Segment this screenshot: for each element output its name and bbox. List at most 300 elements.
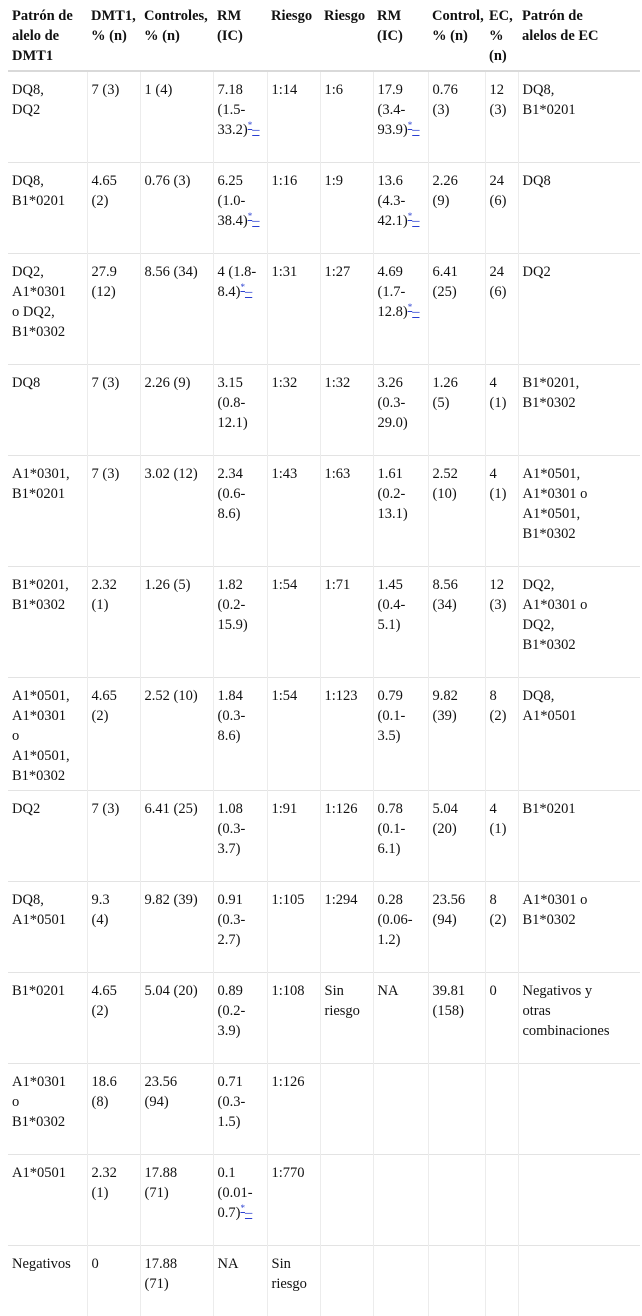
table-cell: [213, 678, 267, 791]
cell-value: 93.9): [378, 122, 408, 138]
table-cell: [8, 163, 87, 254]
column-header: [140, 4, 213, 71]
cell-value: 4: [490, 466, 497, 482]
cell-text: [12, 464, 84, 484]
table-cell: [8, 882, 87, 973]
table-cell: [213, 254, 267, 365]
cell-text: [12, 302, 84, 322]
cell-text: [272, 1274, 317, 1294]
cell-text: [218, 595, 264, 615]
cell-value: A1*0301 o: [523, 486, 588, 502]
cell-value: 0.76 (3): [145, 173, 191, 189]
cell-value: 17.88: [145, 1256, 178, 1272]
cell-text: [218, 120, 264, 140]
cell-value: Sin: [272, 1256, 291, 1272]
cell-text: [378, 171, 425, 191]
cell-text: [523, 80, 638, 100]
footnote-dash: –: [252, 122, 259, 138]
cell-text: [433, 575, 482, 595]
cell-text: [145, 1163, 210, 1183]
cell-value: A1*0301: [12, 708, 66, 724]
cell-value: 5.04 (20): [145, 983, 198, 999]
cell-value: (2): [490, 912, 507, 928]
cell-text: [92, 981, 137, 1001]
cell-text: [12, 484, 84, 504]
table-cell: [87, 1155, 140, 1246]
cell-value: 6.41 (25): [145, 801, 198, 817]
table-cell: [267, 163, 320, 254]
cell-value: DQ8: [523, 173, 551, 189]
cell-value: 9.82 (39): [145, 892, 198, 908]
cell-text: [92, 1163, 137, 1183]
cell-value: (34): [433, 597, 457, 613]
table-cell: [428, 71, 485, 163]
cell-text: [378, 484, 425, 504]
table-row: [8, 71, 640, 163]
footnote-marker-link[interactable]: *: [408, 120, 413, 130]
cell-value: 2.32: [92, 577, 117, 593]
table-row: [8, 882, 640, 973]
cell-value: 0.28: [378, 892, 403, 908]
cell-value: (0.4-: [378, 597, 406, 613]
footnote-marker-link[interactable]: *: [408, 302, 413, 312]
table-cell: [87, 882, 140, 973]
table-cell: [267, 1155, 320, 1246]
cell-value: 1:6: [325, 82, 344, 98]
table-cell: [320, 1155, 373, 1246]
cell-value: 0.79: [378, 688, 403, 704]
table-cell: [213, 1064, 267, 1155]
column-header: [87, 4, 140, 71]
column-header-line: (n): [489, 46, 515, 66]
cell-text: [378, 282, 425, 302]
table-cell: [140, 1246, 213, 1316]
cell-text: [523, 910, 638, 930]
table-cell: [518, 567, 640, 678]
cell-value: 15.9): [218, 617, 248, 633]
cell-value: A1*0301: [12, 1074, 66, 1090]
cell-text: [433, 1001, 482, 1021]
footnote-marker-link[interactable]: *: [240, 1203, 245, 1213]
column-header-line: RM: [377, 6, 425, 26]
cell-text: [433, 910, 482, 930]
cell-value: A1*0501,: [523, 466, 581, 482]
cell-text: [490, 890, 515, 910]
table-cell: [485, 1246, 518, 1316]
cell-value: 1:32: [325, 375, 351, 391]
cell-value: (0.2-: [218, 1003, 246, 1019]
table-cell: [373, 71, 428, 163]
cell-value: 3.02 (12): [145, 466, 198, 482]
table-cell: [485, 882, 518, 973]
cell-text: [523, 706, 638, 726]
table-cell: [140, 365, 213, 456]
cell-text: [325, 575, 370, 595]
cell-value: 0: [92, 1256, 99, 1272]
cell-value: DQ2,: [523, 577, 555, 593]
cell-text: [272, 981, 317, 1001]
cell-text: [433, 686, 482, 706]
table-cell: [267, 882, 320, 973]
cell-text: [12, 706, 84, 726]
table-cell: [428, 973, 485, 1064]
cell-text: [218, 1163, 264, 1183]
table-cell: [485, 1064, 518, 1155]
table-cell: [87, 973, 140, 1064]
column-header-line: RM: [217, 6, 264, 26]
cell-text: [433, 282, 482, 302]
cell-value: B1*0302: [523, 395, 576, 411]
cell-value: (1.0-: [218, 193, 246, 209]
table-cell: [140, 1064, 213, 1155]
cell-text: [218, 171, 264, 191]
footnote-marker-link[interactable]: *: [408, 211, 413, 221]
table-cell: [140, 882, 213, 973]
cell-text: [433, 191, 482, 211]
cell-text: [12, 80, 84, 100]
cell-text: [325, 890, 370, 910]
table-cell: [373, 1064, 428, 1155]
cell-text: [378, 191, 425, 211]
cell-value: 6.25: [218, 173, 243, 189]
cell-value: B1*0302: [12, 768, 65, 784]
cell-text: [378, 504, 425, 524]
cell-value: 1.26 (5): [145, 577, 191, 593]
cell-text: [325, 799, 370, 819]
cell-text: [92, 575, 137, 595]
table-cell: [373, 791, 428, 882]
cell-value: B1*0201: [523, 801, 576, 817]
cell-text: [378, 890, 425, 910]
cell-text: [378, 413, 425, 433]
table-cell: [485, 678, 518, 791]
cell-value: 12: [490, 82, 505, 98]
table-cell: [518, 678, 640, 791]
cell-value: (3.4-: [378, 102, 406, 118]
cell-value: 0.89: [218, 983, 243, 999]
cell-value: 3.26: [378, 375, 403, 391]
cell-text: [523, 393, 638, 413]
header-row: [8, 4, 640, 71]
table-cell: [87, 456, 140, 567]
table-cell: [485, 365, 518, 456]
cell-text: [12, 322, 84, 342]
cell-value: (0.2-: [218, 597, 246, 613]
cell-text: [378, 930, 425, 950]
cell-value: 1.2): [378, 932, 401, 948]
cell-text: [92, 706, 137, 726]
cell-text: [218, 839, 264, 859]
cell-text: [490, 799, 515, 819]
cell-text: [218, 373, 264, 393]
cell-text: [218, 504, 264, 524]
table-cell: [267, 791, 320, 882]
cell-value: A1*0301,: [12, 466, 70, 482]
column-header-line: EC,: [489, 6, 515, 26]
table-cell: [373, 1246, 428, 1316]
table-cell: [428, 882, 485, 973]
cell-value: 7 (3): [92, 801, 120, 817]
cell-text: [218, 393, 264, 413]
cell-text: [433, 706, 482, 726]
cell-text: [218, 890, 264, 910]
table-cell: [8, 973, 87, 1064]
cell-value: Negativos: [12, 1256, 71, 1272]
table-cell: [485, 456, 518, 567]
footnote-dash: –: [252, 213, 259, 229]
cell-value: (71): [145, 1185, 169, 1201]
cell-value: (10): [433, 486, 457, 502]
cell-value: DQ8,: [12, 173, 44, 189]
cell-value: 2.26 (9): [145, 375, 191, 391]
cell-value: 8.56 (34): [145, 264, 198, 280]
cell-text: [272, 262, 317, 282]
column-header: [8, 4, 87, 71]
cell-value: 13.1): [378, 506, 408, 522]
table-cell: [8, 1155, 87, 1246]
table-cell: [8, 71, 87, 163]
cell-text: [92, 1092, 137, 1112]
cell-text: [12, 100, 84, 120]
cell-value: riesgo: [272, 1276, 307, 1292]
cell-text: [433, 171, 482, 191]
cell-text: [378, 302, 425, 322]
footnote-marker-link[interactable]: *: [248, 211, 253, 221]
cell-text: [92, 191, 137, 211]
cell-text: [272, 686, 317, 706]
cell-value: 0.7): [218, 1205, 241, 1221]
cell-value: 1:294: [325, 892, 358, 908]
cell-text: [145, 1254, 210, 1274]
cell-value: 3.15: [218, 375, 243, 391]
cell-text: [218, 1092, 264, 1112]
cell-text: [92, 373, 137, 393]
cell-text: [12, 191, 84, 211]
cell-value: (3): [490, 597, 507, 613]
table-cell: [87, 791, 140, 882]
cell-text: [490, 282, 515, 302]
cell-text: [145, 171, 210, 191]
cell-value: 33.2): [218, 122, 248, 138]
table-cell: [140, 71, 213, 163]
cell-text: [378, 726, 425, 746]
cell-text: [490, 819, 515, 839]
cell-text: [490, 484, 515, 504]
cell-value: 2.26: [433, 173, 458, 189]
cell-text: [272, 890, 317, 910]
cell-text: [325, 1001, 370, 1021]
cell-text: [490, 575, 515, 595]
cell-value: (1.5-: [218, 102, 246, 118]
cell-value: 7.18: [218, 82, 243, 98]
cell-text: [12, 282, 84, 302]
cell-text: [145, 262, 210, 282]
cell-value: 3.9): [218, 1023, 241, 1039]
cell-value: 2.34: [218, 466, 243, 482]
cell-text: [325, 373, 370, 393]
cell-text: [433, 799, 482, 819]
cell-value: 1:32: [272, 375, 298, 391]
cell-value: 23.56: [145, 1074, 178, 1090]
cell-text: [92, 1183, 137, 1203]
table-row: [8, 365, 640, 456]
cell-text: [12, 373, 84, 393]
cell-value: DQ8,: [523, 82, 555, 98]
cell-value: 7 (3): [92, 466, 120, 482]
cell-text: [523, 373, 638, 393]
cell-text: [12, 1112, 84, 1132]
table-cell: [213, 71, 267, 163]
cell-text: [218, 1112, 264, 1132]
cell-value: B1*0302: [523, 912, 576, 928]
cell-text: [325, 686, 370, 706]
cell-value: (94): [145, 1094, 169, 1110]
footnote-marker-link[interactable]: *: [248, 120, 253, 130]
cell-value: 0.71: [218, 1074, 243, 1090]
cell-text: [145, 373, 210, 393]
table-cell: [140, 456, 213, 567]
column-header: [320, 4, 373, 71]
cell-value: 5.04: [433, 801, 458, 817]
cell-text: [92, 262, 137, 282]
cell-value: B1*0302: [12, 1114, 65, 1130]
table-cell: [267, 456, 320, 567]
cell-value: 13.6: [378, 173, 403, 189]
cell-text: [272, 799, 317, 819]
table-cell: [428, 1064, 485, 1155]
column-header: [373, 4, 428, 71]
cell-text: [272, 575, 317, 595]
cell-text: [218, 615, 264, 635]
cell-text: [92, 595, 137, 615]
cell-value: (0.8-: [218, 395, 246, 411]
cell-text: [433, 595, 482, 615]
cell-value: DQ8,: [523, 688, 555, 704]
cell-value: 5.1): [378, 617, 401, 633]
cell-text: [523, 484, 638, 504]
cell-value: (4.3-: [378, 193, 406, 209]
cell-value: (1): [92, 1185, 109, 1201]
table-row: [8, 973, 640, 1064]
cell-text: [218, 1001, 264, 1021]
cell-value: 23.56: [433, 892, 466, 908]
cell-text: [12, 799, 84, 819]
cell-text: [523, 1021, 638, 1041]
cell-text: [218, 1072, 264, 1092]
cell-text: [523, 686, 638, 706]
table-cell: [267, 254, 320, 365]
cell-text: [12, 686, 84, 706]
cell-value: 1:9: [325, 173, 344, 189]
cell-value: 17.9: [378, 82, 403, 98]
cell-value: 4.65: [92, 173, 117, 189]
cell-value: 0.76: [433, 82, 458, 98]
cell-value: (94): [433, 912, 457, 928]
table-row: [8, 567, 640, 678]
cell-value: 1:63: [325, 466, 351, 482]
cell-value: 1.26: [433, 375, 458, 391]
column-header: [428, 4, 485, 71]
cell-text: [92, 282, 137, 302]
cell-text: [433, 819, 482, 839]
table-cell: [373, 678, 428, 791]
cell-text: [523, 575, 638, 595]
footnote-dash: –: [412, 213, 419, 229]
column-header-line: Riesgo: [271, 6, 317, 26]
cell-text: [272, 1254, 317, 1274]
table-cell: [8, 456, 87, 567]
cell-text: [490, 464, 515, 484]
table-cell: [140, 791, 213, 882]
cell-text: [218, 282, 264, 302]
cell-value: 8.6): [218, 506, 241, 522]
cell-value: 1.5): [218, 1114, 241, 1130]
cell-value: 3.5): [378, 728, 401, 744]
cell-text: [433, 890, 482, 910]
cell-value: (2): [490, 708, 507, 724]
cell-text: [433, 262, 482, 282]
table-cell: [213, 567, 267, 678]
cell-text: [92, 1072, 137, 1092]
cell-text: [490, 393, 515, 413]
cell-text: [92, 799, 137, 819]
cell-value: (12): [92, 284, 116, 300]
cell-text: [325, 80, 370, 100]
table-cell: [213, 791, 267, 882]
table-cell: [320, 678, 373, 791]
footnote-marker-link[interactable]: *: [240, 282, 245, 292]
cell-value: 0.1: [218, 1165, 236, 1181]
table-cell: [518, 1064, 640, 1155]
table-cell: [485, 973, 518, 1064]
cell-text: [523, 464, 638, 484]
cell-text: [272, 1163, 317, 1183]
cell-text: [145, 686, 210, 706]
column-header: [267, 4, 320, 71]
cell-text: [12, 595, 84, 615]
cell-value: 17.88: [145, 1165, 178, 1181]
cell-value: (1): [490, 395, 507, 411]
table-cell: [518, 456, 640, 567]
table-cell: [373, 254, 428, 365]
table-cell: [485, 254, 518, 365]
footnote-dash: –: [412, 304, 419, 320]
table-cell: [267, 1064, 320, 1155]
cell-value: 1:27: [325, 264, 351, 280]
column-header: [213, 4, 267, 71]
cell-text: [523, 100, 638, 120]
table-cell: [213, 456, 267, 567]
cell-text: [433, 393, 482, 413]
cell-text: [490, 686, 515, 706]
cell-text: [523, 595, 638, 615]
cell-value: 4.65: [92, 688, 117, 704]
data-table: [8, 4, 640, 1316]
cell-text: [433, 373, 482, 393]
cell-value: 24: [490, 173, 505, 189]
cell-value: riesgo: [325, 1003, 360, 1019]
cell-value: 1:126: [272, 1074, 305, 1090]
cell-value: (5): [433, 395, 450, 411]
cell-text: [523, 1001, 638, 1021]
cell-text: [92, 686, 137, 706]
table-row: [8, 791, 640, 882]
cell-text: [378, 686, 425, 706]
column-header-line: (IC): [217, 26, 264, 46]
cell-value: (4): [92, 912, 109, 928]
cell-text: [523, 799, 638, 819]
table-cell: [267, 1246, 320, 1316]
